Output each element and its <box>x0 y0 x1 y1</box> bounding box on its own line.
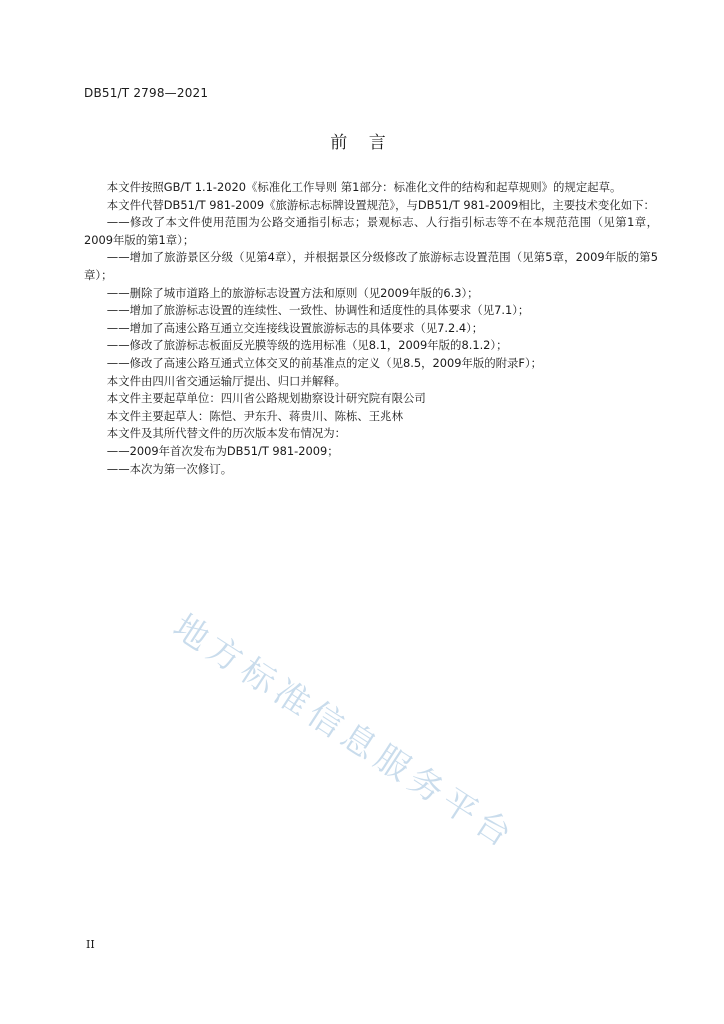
paragraph: ——修改了本文件使用范围为公路交通指引标志；景观标志、人行指引标志等不在本规范范围（见第1章，2009年版的第1章）； <box>84 215 658 247</box>
paragraph: 本文件主要起草单位：四川省公路规划勘察设计研究院有限公司 <box>106 391 426 406</box>
page-title: 前 言 <box>330 133 394 153</box>
paragraph: 本文件代替DB51/T 981-2009《旅游标志标牌设置规范》，与DB51/T 981-2009相比，主要技术变化如下： <box>106 197 655 212</box>
paragraph: 本文件按照GB/T 1.1-2020《标准化工作导则 第1部分：标准化文件的结构和起草规则》的规定起草。 <box>106 180 622 194</box>
paragraph: ——2009年首次发布为DB51/T 981-2009； <box>106 443 339 458</box>
paragraph: ——修改了高速公路互通式立体交叉的前基准点的定义（见8.5，2009年版的附录F）； <box>106 355 543 370</box>
paragraph: ——删除了城市道路上的旅游标志设置方法和原则（见2009年版的6.3）； <box>106 285 479 300</box>
document-code: DB51/T 2798—2021 <box>84 86 209 100</box>
watermark: 地方标准信息服务平台 <box>165 606 524 859</box>
paragraph: 本文件由四川省交通运输厅提出、归口并解释。 <box>106 373 347 388</box>
paragraph: ——增加了旅游标志设置的连续性、一致性、协调性和适度性的具体要求（见7.1）； <box>106 303 530 318</box>
foreword-body <box>84 179 658 478</box>
page-number: II <box>86 938 95 951</box>
paragraph: ——本次为第一次修订。 <box>106 461 233 476</box>
paragraph: 本文件主要起草人：陈恺、尹东升、蒋贵川、陈栋、王兆林 <box>106 408 403 423</box>
paragraph: ——修改了旅游标志板面反光膜等级的选用标准（见8.1，2009年版的8.1.2）； <box>106 338 508 353</box>
paragraph: ——增加了旅游景区分级（见第4章），并根据景区分级修改了旅游标志设置范围（见第5章，2009年版的第5章）； <box>84 250 658 282</box>
paragraph: ——增加了高速公路互通立交连接线设置旅游标志的具体要求（见7.2.4）； <box>106 320 484 335</box>
paragraph: 本文件及其所代替文件的历次版本发布情况为： <box>106 426 347 441</box>
